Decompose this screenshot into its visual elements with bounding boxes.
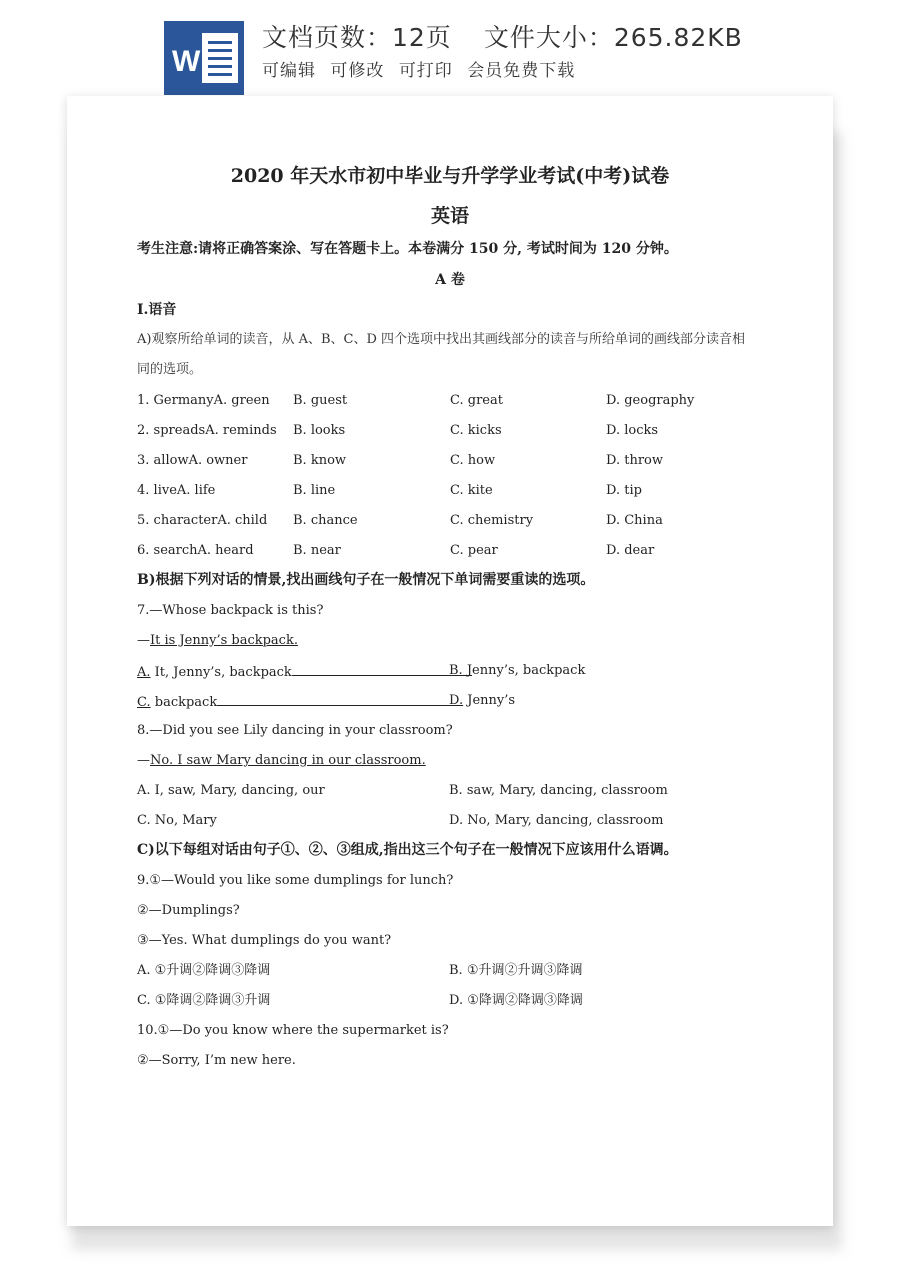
question-9-option-b: B. ①升调②升调③降调	[449, 963, 583, 978]
part-c-instruction: C)以下每组对话由句子①、②、③组成,指出这三个句子在一般情况下应该用什么语调。	[137, 842, 678, 858]
option-a: A. heard	[197, 543, 254, 558]
given-word: Germany	[153, 393, 214, 408]
option-a: A. life	[176, 483, 216, 498]
option-d: D. tip	[606, 483, 642, 498]
option-c: C. kicks	[450, 423, 502, 438]
file-size: 文件大小：265.82KB	[483, 23, 743, 52]
given-word: live	[153, 483, 177, 498]
word-document-icon	[164, 21, 244, 95]
paper-a-heading: A 卷	[435, 272, 465, 288]
option-b: B. looks	[293, 423, 346, 438]
option-a: A. reminds	[205, 423, 277, 438]
option-a: A. green	[213, 393, 270, 408]
document-stats	[262, 18, 743, 54]
option-d: D. throw	[606, 453, 663, 468]
feature-free-download: 会员免费下载	[467, 61, 576, 81]
question-9-line-3: ③—Yes. What dumplings do you want?	[137, 933, 392, 948]
feature-modifiable: 可修改	[330, 61, 385, 81]
question-8-option-d: D. No, Mary, dancing, classroom	[449, 813, 664, 828]
option-a: A. owner	[188, 453, 248, 468]
option-b: B. line	[293, 483, 336, 498]
given-word: character	[153, 513, 218, 528]
feature-printable: 可打印	[398, 61, 453, 81]
option-b: B. guest	[293, 393, 348, 408]
svg-text:W: W	[172, 45, 201, 78]
question-8-option-a: A. I, saw, Mary, dancing, our	[137, 783, 325, 798]
page-count: 文档页数：12页	[262, 23, 452, 52]
option-b: B. near	[293, 543, 341, 558]
question-7-prompt: 7.—Whose backpack is this?	[137, 603, 324, 618]
given-word: search	[153, 543, 198, 558]
question-7-option-c: C. backpack	[137, 693, 462, 711]
part-a-instruction-line1: A)观察所给单词的读音，从 A、B、C、D 四个选项中找出其画线部分的读音与所给单词的画线部分读音相	[137, 332, 746, 347]
option-c: C. kite	[450, 483, 493, 498]
exam-notice: 考生注意:请将正确答案涂、写在答题卡上。本卷满分 150 分, 考试时间为 120 分钟。	[137, 241, 678, 257]
option-c: C. how	[450, 453, 496, 468]
exam-subject: 英语	[430, 205, 469, 227]
question-10-line-2: ②—Sorry, I’m new here.	[137, 1053, 296, 1068]
option-d: D. locks	[606, 423, 659, 438]
question-8-response: —No. I saw Mary dancing in our classroom.	[137, 753, 426, 768]
option-d: D. geography	[606, 393, 695, 408]
question-9-option-d: D. ①降调②降调③降调	[449, 993, 583, 1008]
question-7-option-b: B. Jenny’s, backpack	[449, 663, 586, 678]
question-8-prompt: 8.—Did you see Lily dancing in your classroom?	[137, 723, 453, 738]
exam-title: 2020 年天水市初中毕业与升学学业考试(中考)试卷	[230, 165, 670, 187]
feature-editable: 可编辑	[262, 61, 316, 81]
option-d: D. China	[606, 513, 663, 528]
question-8-option-c: C. No, Mary	[137, 813, 217, 828]
question-7-response: —It is Jenny’s backpack.	[137, 633, 298, 648]
document-features	[262, 56, 583, 81]
option-b: B. know	[293, 453, 347, 468]
part-b-instruction: B)根据下列对话的情景,找出画线句子在一般情况下单词需要重读的选项。	[137, 572, 595, 588]
option-c: C. great	[450, 393, 503, 408]
given-word: allow	[153, 453, 189, 468]
given-word: spreads	[153, 423, 206, 438]
part-a-instruction-line2: 同的选项。	[137, 362, 203, 377]
question-7-option-d: D. Jenny’s	[449, 693, 516, 708]
option-a: A. child	[217, 513, 268, 528]
question-8-option-b: B. saw, Mary, dancing, classroom	[449, 783, 668, 798]
question-9-line-2: ②—Dumplings?	[137, 903, 240, 918]
option-c: C. pear	[450, 543, 498, 558]
section-phonetics-heading: I.语音	[137, 302, 177, 318]
option-d: D. dear	[606, 543, 655, 558]
document-info-banner	[0, 0, 900, 100]
question-9-option-a: A. ①升调②降调③降调	[137, 963, 271, 978]
question-9-line-1: 9.①—Would you like some dumplings for lunch?	[137, 873, 454, 888]
option-c: C. chemistry	[450, 513, 534, 528]
option-b: B. chance	[293, 513, 358, 528]
question-7-option-a: A. It, Jenny’s, backpack	[137, 663, 472, 681]
question-10-line-1: 10.①—Do you know where the supermarket is?	[137, 1023, 449, 1038]
question-9-option-c: C. ①降调②降调③升调	[137, 993, 271, 1008]
